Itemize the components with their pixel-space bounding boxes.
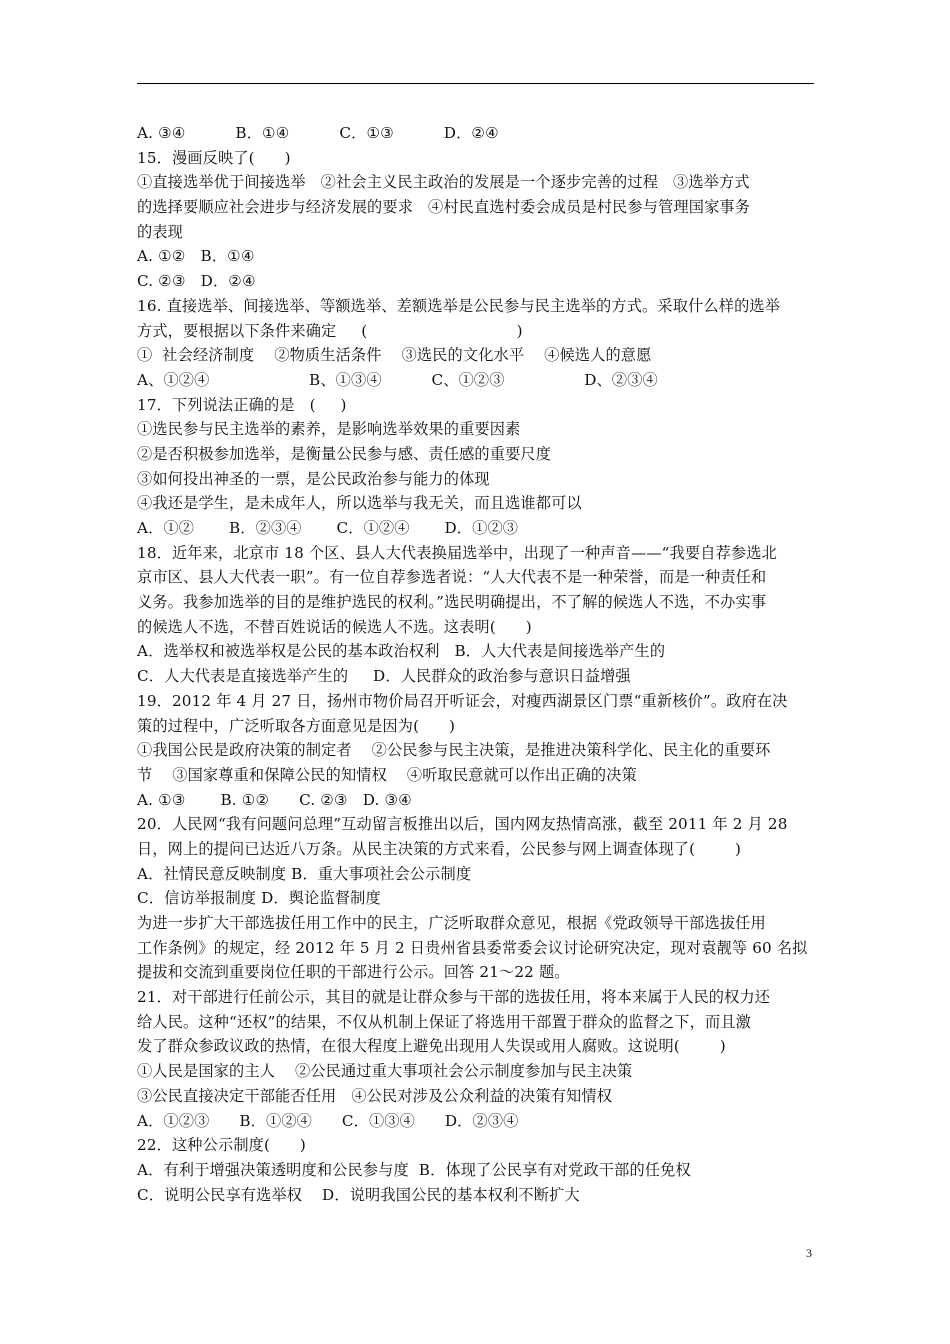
question-17-statement: ①选民参与民主选举的素养，是影响选举效果的重要因素 (137, 420, 521, 439)
question-19-stem: 19．2012 年 4 月 27 日，扬州市物价局召开听证会，对瘦西湖景区门票“重新核价”。政府在决 (137, 691, 788, 710)
question-17-options: A．①② B．②③④ C．①②④ D．①②③ (137, 519, 519, 537)
material-passage: 为进一步扩大干部选拔任用工作中的民主，广泛听取群众意见，根据《党政领导干部选拔任用 (137, 914, 766, 932)
question-21-stem: 发了群众参政议政的热情，在很大程度上避免出现用人失误或用人腐败。这说明( ) (137, 1037, 726, 1056)
question-18-stem: 的候选人不选，不替百姓说话的候选人不选。这表明( ) (137, 617, 532, 636)
question-20-options: C．信访举报制度 D．舆论监督制度 (137, 889, 381, 908)
question-22-options: A．有利于增强决策透明度和公民参与度 B．体现了公民享有对党政干部的任免权 (137, 1160, 691, 1179)
material-passage: 工作条例》的规定，经 2012 年 5 月 2 日贵州省县委常委会议讨论研究决定，现对袁靓等 60 名拟 (137, 938, 808, 957)
material-passage: 提拔和交流到重要岗位任职的干部进行公示。回答 21～22 题。 (137, 963, 570, 982)
question-20-options: A．社情民意反映制度 B．重大事项社会公示制度 (137, 864, 472, 883)
question-21-stem: 给人民。这种“还权”的结果，不仅从机制上保证了将选用干部置于群众的监督之下，而且激 (137, 1012, 751, 1031)
question-21-stem: 21．对干部进行任前公示，其目的就是让群众参与干部的选拔任用，将本来属于人民的权力还 (137, 988, 771, 1007)
question-19-stem: 策的过程中，广泛听取各方面意见是因为( ) (137, 716, 456, 735)
question-19-statements: 节 ③国家尊重和保障公民的知情权 ④听取民意就可以作出正确的决策 (137, 765, 637, 784)
question-18-options: C．人大代表是直接选举产生的 D．人民群众的政治参与意识日益增强 (137, 667, 631, 686)
question-21-statements: ③公民直接决定干部能否任用 ④公民对涉及公众利益的决策有知情权 (137, 1086, 613, 1105)
question-18-stem: 京市区、县人大代表一职”。有一位自荐参选者说：“人大代表不是一种荣誉，而是一种责任和 (137, 568, 767, 587)
question-18-options: A．选举权和被选举权是公民的基本政治权利 B．人大代表是间接选举产生的 (137, 642, 666, 661)
question-17-statement: ④我还是学生，是未成年人，所以选举与我无关，而且选谁都可以 (137, 494, 582, 513)
question-17-statement: ③如何投出神圣的一票，是公民政治参与能力的体现 (137, 469, 490, 488)
question-17-stem: 17．下列说法正确的是 ( ) (137, 395, 347, 414)
document-body (137, 121, 817, 1207)
question-18-stem: 18．近年来，北京市 18 个区、县人大代表换届选举中，出现了一种声音——“我要自荐参选北 (137, 543, 777, 562)
question-21-statements: ①人民是国家的主人 ②公民通过重大事项社会公示制度参加与民主决策 (137, 1062, 633, 1081)
question-19-options: A. ①③ B. ①② C. ②③ D. ③④ (137, 790, 413, 809)
question-15-statements: 的表现 (137, 222, 184, 241)
page-number: 3 (806, 1246, 812, 1260)
question-20-stem: 日，网上的提问已达近八万条。从民主决策的方式来看，公民参与网上调查体现了( ) (137, 839, 742, 858)
question-16-stem: 方式，要根据以下条件来确定 ( ) (137, 321, 523, 340)
question-15-statements: ①直接选举优于间接选举 ②社会主义民主政治的发展是一个逐步完善的过程 ③选举方式 (137, 173, 750, 192)
question-15-options: A. ①② B．①④ (137, 247, 255, 266)
question-21-options: A．①②③ B．①②④ C．①③④ D．②③④ (137, 1111, 519, 1130)
question-16-stem: 16. 直接选举、间接选举、等额选举、差额选举是公民参与民主选举的方式。采取什么样的选举 (137, 296, 781, 315)
question-19-statements: ①我国公民是政府决策的制定者 ②公民参与民主决策，是推进决策科学化、民主化的重要环 (137, 741, 771, 760)
answer-options-14: A. ③④ B．①④ C．①③ D．②④ (137, 124, 499, 142)
question-16-options: A、①②④ B、①③④ C、①②③ D、②③④ (137, 370, 658, 389)
question-15-statements: 的选择要顺应社会进步与经济发展的要求 ④村民直选村委会成员是村民参与管理国家事务 (137, 198, 751, 217)
question-22-stem: 22．这种公示制度( ) (137, 1136, 307, 1155)
question-20-stem: 20．人民网“我有问题问总理”互动留言板推出以后，国内网友热情高涨，截至 2011 年 2 月 28 (137, 815, 788, 834)
question-15-options: C. ②③ D．②④ (137, 272, 256, 291)
header-rule (137, 83, 814, 84)
question-15-stem: 15．漫画反映了( ) (137, 148, 291, 167)
question-16-statements: ① 社会经济制度 ②物质生活条件 ③选民的文化水平 ④候选人的意愿 (137, 346, 652, 365)
question-22-options: C．说明公民享有选举权 D．说明我国公民的基本权利不断扩大 (137, 1185, 580, 1204)
question-18-stem: 义务。我参加选举的目的是维护选民的权利。”选民明确提出，不了解的候选人不选，不办实事 (137, 593, 767, 612)
question-17-statement: ②是否积极参加选举，是衡量公民参与感、责任感的重要尺度 (137, 444, 552, 463)
